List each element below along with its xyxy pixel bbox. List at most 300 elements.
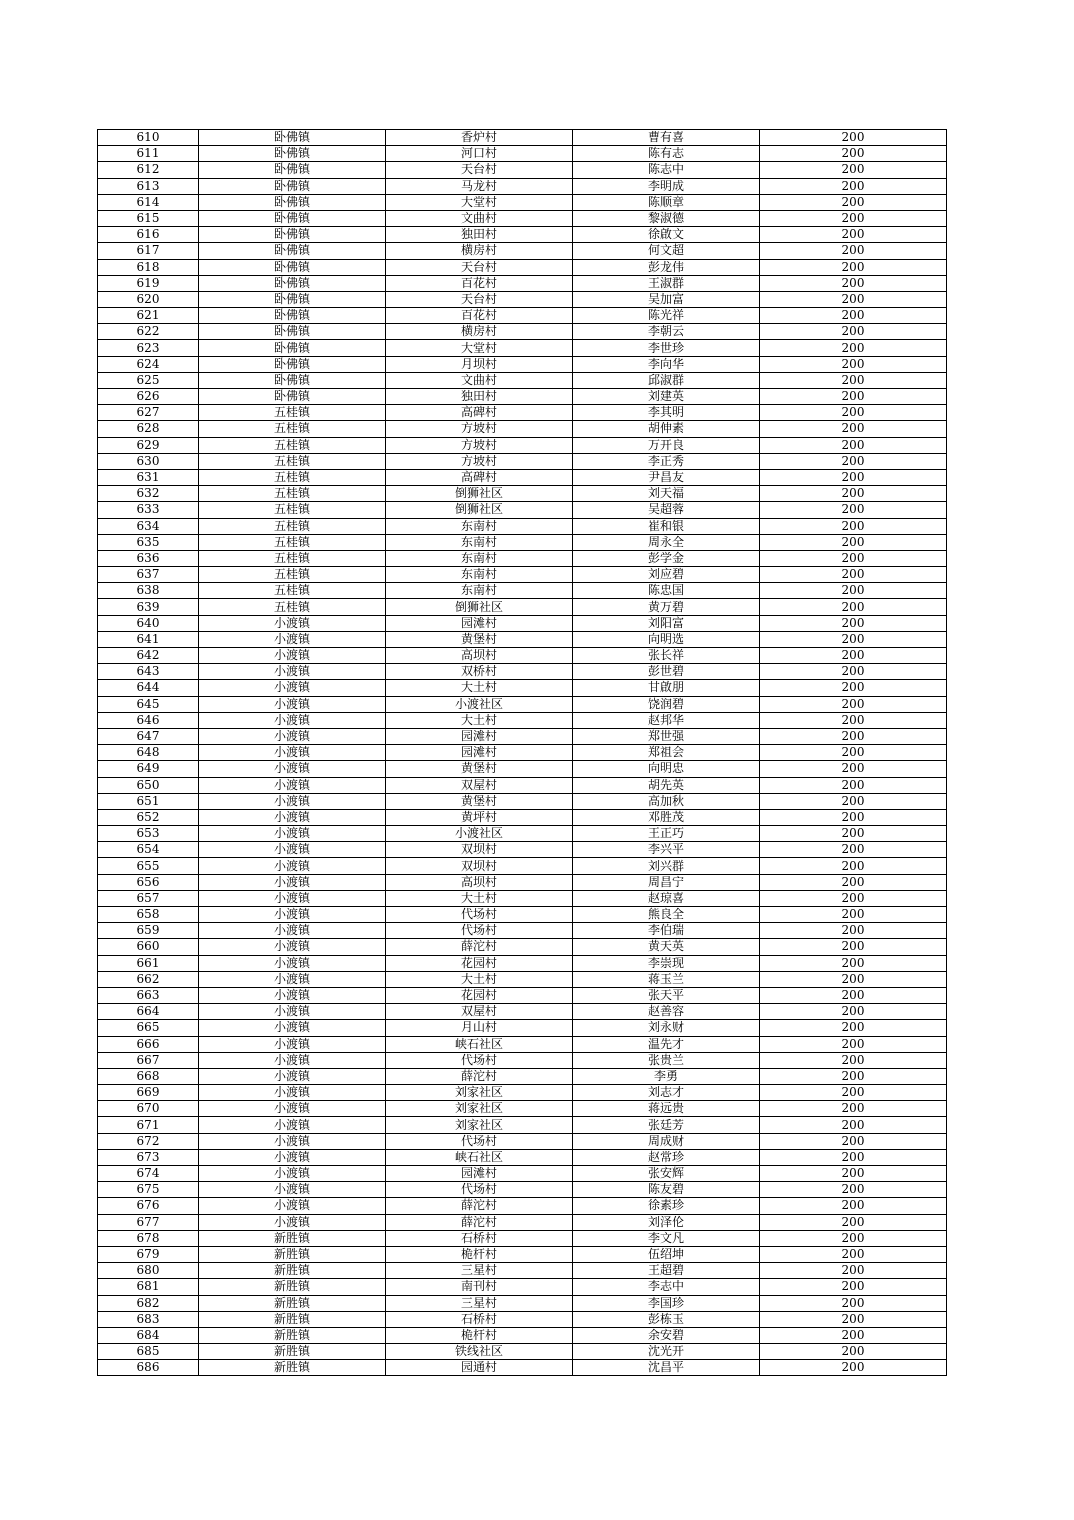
name-cell: 李朝云 — [573, 324, 760, 340]
village-cell: 刘家社区 — [386, 1117, 573, 1133]
village-cell: 小渡社区 — [386, 696, 573, 712]
town-cell: 卧佛镇 — [199, 178, 386, 194]
town-cell: 小渡镇 — [199, 777, 386, 793]
row-number-cell: 665 — [98, 1020, 199, 1036]
amount-cell: 200 — [760, 1068, 947, 1084]
table-row — [98, 178, 947, 194]
amount-cell: 200 — [760, 1182, 947, 1198]
name-cell: 熊良全 — [573, 907, 760, 923]
village-cell: 大土村 — [386, 971, 573, 987]
town-cell: 新胜镇 — [199, 1279, 386, 1295]
amount-cell: 200 — [760, 291, 947, 307]
village-cell: 峡石社区 — [386, 1036, 573, 1052]
village-cell: 方坡村 — [386, 453, 573, 469]
town-cell: 五桂镇 — [199, 469, 386, 485]
village-cell: 代场村 — [386, 1133, 573, 1149]
town-cell: 卧佛镇 — [199, 130, 386, 146]
table-row — [98, 356, 947, 372]
amount-cell: 200 — [760, 518, 947, 534]
amount-cell: 200 — [760, 1263, 947, 1279]
town-cell: 小渡镇 — [199, 907, 386, 923]
name-cell: 吴超蓉 — [573, 502, 760, 518]
town-cell: 小渡镇 — [199, 1085, 386, 1101]
amount-cell: 200 — [760, 130, 947, 146]
table-row — [98, 1279, 947, 1295]
name-cell: 张天平 — [573, 987, 760, 1003]
town-cell: 新胜镇 — [199, 1327, 386, 1343]
table-row — [98, 1036, 947, 1052]
village-cell: 百花村 — [386, 308, 573, 324]
table-row — [98, 745, 947, 761]
table-row — [98, 1182, 947, 1198]
village-cell: 横房村 — [386, 243, 573, 259]
town-cell: 小渡镇 — [199, 1052, 386, 1068]
town-cell: 小渡镇 — [199, 648, 386, 664]
amount-cell: 200 — [760, 1085, 947, 1101]
amount-cell: 200 — [760, 745, 947, 761]
table-row — [98, 421, 947, 437]
table-row — [98, 194, 947, 210]
village-cell: 大土村 — [386, 680, 573, 696]
name-cell: 李正秀 — [573, 453, 760, 469]
village-cell: 倒狮社区 — [386, 486, 573, 502]
table-row — [98, 130, 947, 146]
name-cell: 崔和银 — [573, 518, 760, 534]
row-number-cell: 674 — [98, 1166, 199, 1182]
village-cell: 方坡村 — [386, 421, 573, 437]
amount-cell: 200 — [760, 1004, 947, 1020]
village-cell: 薛沱村 — [386, 1214, 573, 1230]
row-number-cell: 672 — [98, 1133, 199, 1149]
town-cell: 卧佛镇 — [199, 243, 386, 259]
row-number-cell: 644 — [98, 680, 199, 696]
town-cell: 新胜镇 — [199, 1263, 386, 1279]
name-cell: 郑世强 — [573, 728, 760, 744]
town-cell: 卧佛镇 — [199, 372, 386, 388]
town-cell: 五桂镇 — [199, 534, 386, 550]
village-cell: 双屋村 — [386, 1004, 573, 1020]
village-cell: 天台村 — [386, 162, 573, 178]
table-row — [98, 712, 947, 728]
table-row — [98, 777, 947, 793]
name-cell: 沈昌平 — [573, 1360, 760, 1376]
table-row — [98, 1198, 947, 1214]
row-number-cell: 654 — [98, 842, 199, 858]
amount-cell: 200 — [760, 1214, 947, 1230]
table-row — [98, 826, 947, 842]
name-cell: 饶润碧 — [573, 696, 760, 712]
name-cell: 张长祥 — [573, 648, 760, 664]
table-row — [98, 599, 947, 615]
village-cell: 黄堡村 — [386, 793, 573, 809]
town-cell: 五桂镇 — [199, 567, 386, 583]
town-cell: 五桂镇 — [199, 502, 386, 518]
village-cell: 刘家社区 — [386, 1085, 573, 1101]
name-cell: 赵琼喜 — [573, 890, 760, 906]
table-row — [98, 1020, 947, 1036]
table-row — [98, 728, 947, 744]
town-cell: 小渡镇 — [199, 874, 386, 890]
table-row — [98, 1117, 947, 1133]
amount-cell: 200 — [760, 826, 947, 842]
table-row — [98, 243, 947, 259]
name-cell: 李文凡 — [573, 1230, 760, 1246]
name-cell: 邱淑群 — [573, 372, 760, 388]
row-number-cell: 676 — [98, 1198, 199, 1214]
town-cell: 小渡镇 — [199, 728, 386, 744]
amount-cell: 200 — [760, 696, 947, 712]
amount-cell: 200 — [760, 308, 947, 324]
town-cell: 小渡镇 — [199, 1004, 386, 1020]
row-number-cell: 663 — [98, 987, 199, 1003]
row-number-cell: 658 — [98, 907, 199, 923]
row-number-cell: 615 — [98, 210, 199, 226]
amount-cell: 200 — [760, 437, 947, 453]
town-cell: 卧佛镇 — [199, 389, 386, 405]
town-cell: 卧佛镇 — [199, 356, 386, 372]
name-cell: 李兴平 — [573, 842, 760, 858]
name-cell: 赵邦华 — [573, 712, 760, 728]
village-cell: 铁线社区 — [386, 1344, 573, 1360]
village-cell: 天台村 — [386, 291, 573, 307]
village-cell: 双坝村 — [386, 842, 573, 858]
table-row — [98, 291, 947, 307]
amount-cell: 200 — [760, 858, 947, 874]
name-cell: 温先才 — [573, 1036, 760, 1052]
town-cell: 卧佛镇 — [199, 162, 386, 178]
row-number-cell: 681 — [98, 1279, 199, 1295]
town-cell: 新胜镇 — [199, 1295, 386, 1311]
town-cell: 小渡镇 — [199, 939, 386, 955]
table-row — [98, 955, 947, 971]
name-cell: 刘泽伦 — [573, 1214, 760, 1230]
name-cell: 徐啟文 — [573, 227, 760, 243]
table-row — [98, 469, 947, 485]
row-number-cell: 669 — [98, 1085, 199, 1101]
name-cell: 李向华 — [573, 356, 760, 372]
table-row — [98, 1166, 947, 1182]
town-cell: 五桂镇 — [199, 453, 386, 469]
table-row — [98, 1246, 947, 1262]
table-row — [98, 615, 947, 631]
row-number-cell: 670 — [98, 1101, 199, 1117]
village-cell: 园滩村 — [386, 745, 573, 761]
town-cell: 五桂镇 — [199, 518, 386, 534]
village-cell: 薛沱村 — [386, 1198, 573, 1214]
name-cell: 张廷芳 — [573, 1117, 760, 1133]
name-cell: 吴加富 — [573, 291, 760, 307]
village-cell: 东南村 — [386, 567, 573, 583]
name-cell: 李勇 — [573, 1068, 760, 1084]
village-cell: 倒狮社区 — [386, 502, 573, 518]
name-cell: 徐素珍 — [573, 1198, 760, 1214]
name-cell: 王超碧 — [573, 1263, 760, 1279]
town-cell: 卧佛镇 — [199, 340, 386, 356]
village-cell: 代场村 — [386, 907, 573, 923]
town-cell: 小渡镇 — [199, 987, 386, 1003]
row-number-cell: 667 — [98, 1052, 199, 1068]
name-cell: 陈光祥 — [573, 308, 760, 324]
amount-cell: 200 — [760, 1327, 947, 1343]
row-number-cell: 627 — [98, 405, 199, 421]
town-cell: 卧佛镇 — [199, 146, 386, 162]
amount-cell: 200 — [760, 372, 947, 388]
amount-cell: 200 — [760, 1279, 947, 1295]
amount-cell: 200 — [760, 1344, 947, 1360]
row-number-cell: 684 — [98, 1327, 199, 1343]
amount-cell: 200 — [760, 453, 947, 469]
row-number-cell: 657 — [98, 890, 199, 906]
amount-cell: 200 — [760, 1036, 947, 1052]
row-number-cell: 653 — [98, 826, 199, 842]
village-cell: 园滩村 — [386, 728, 573, 744]
table-row — [98, 648, 947, 664]
village-cell: 高坝村 — [386, 648, 573, 664]
amount-cell: 200 — [760, 210, 947, 226]
town-cell: 小渡镇 — [199, 1214, 386, 1230]
village-cell: 方坡村 — [386, 437, 573, 453]
table-row — [98, 1101, 947, 1117]
amount-cell: 200 — [760, 615, 947, 631]
row-number-cell: 626 — [98, 389, 199, 405]
row-number-cell: 647 — [98, 728, 199, 744]
town-cell: 五桂镇 — [199, 583, 386, 599]
table-row — [98, 210, 947, 226]
amount-cell: 200 — [760, 469, 947, 485]
town-cell: 小渡镇 — [199, 842, 386, 858]
amount-cell: 200 — [760, 728, 947, 744]
town-cell: 五桂镇 — [199, 486, 386, 502]
village-cell: 三星村 — [386, 1295, 573, 1311]
row-number-cell: 660 — [98, 939, 199, 955]
table-row — [98, 453, 947, 469]
amount-cell: 200 — [760, 1149, 947, 1165]
name-cell: 余安碧 — [573, 1327, 760, 1343]
table-row — [98, 664, 947, 680]
town-cell: 五桂镇 — [199, 437, 386, 453]
amount-cell: 200 — [760, 971, 947, 987]
village-cell: 石桥村 — [386, 1230, 573, 1246]
table-row — [98, 1052, 947, 1068]
name-cell: 彭学金 — [573, 550, 760, 566]
row-number-cell: 611 — [98, 146, 199, 162]
amount-cell: 200 — [760, 1230, 947, 1246]
amount-cell: 200 — [760, 194, 947, 210]
row-number-cell: 613 — [98, 178, 199, 194]
village-cell: 高碑村 — [386, 405, 573, 421]
amount-cell: 200 — [760, 356, 947, 372]
table-row — [98, 971, 947, 987]
row-number-cell: 639 — [98, 599, 199, 615]
row-number-cell: 619 — [98, 275, 199, 291]
table-row — [98, 761, 947, 777]
amount-cell: 200 — [760, 243, 947, 259]
row-number-cell: 620 — [98, 291, 199, 307]
village-cell: 河口村 — [386, 146, 573, 162]
table-row — [98, 923, 947, 939]
table-body — [98, 130, 947, 1376]
village-cell: 百花村 — [386, 275, 573, 291]
row-number-cell: 671 — [98, 1117, 199, 1133]
town-cell: 五桂镇 — [199, 405, 386, 421]
town-cell: 小渡镇 — [199, 1149, 386, 1165]
amount-cell: 200 — [760, 842, 947, 858]
village-cell: 桅杆村 — [386, 1327, 573, 1343]
village-cell: 双坝村 — [386, 858, 573, 874]
name-cell: 彭栋玉 — [573, 1311, 760, 1327]
village-cell: 大堂村 — [386, 340, 573, 356]
row-number-cell: 652 — [98, 809, 199, 825]
name-cell: 蒋玉兰 — [573, 971, 760, 987]
name-cell: 刘阳富 — [573, 615, 760, 631]
row-number-cell: 622 — [98, 324, 199, 340]
town-cell: 小渡镇 — [199, 858, 386, 874]
village-cell: 桅杆村 — [386, 1246, 573, 1262]
amount-cell: 200 — [760, 631, 947, 647]
town-cell: 小渡镇 — [199, 1117, 386, 1133]
name-cell: 胡先英 — [573, 777, 760, 793]
row-number-cell: 645 — [98, 696, 199, 712]
village-cell: 薛沱村 — [386, 1068, 573, 1084]
table-row — [98, 405, 947, 421]
village-cell: 峡石社区 — [386, 1149, 573, 1165]
village-cell: 高坝村 — [386, 874, 573, 890]
amount-cell: 200 — [760, 502, 947, 518]
table-row — [98, 907, 947, 923]
village-cell: 石桥村 — [386, 1311, 573, 1327]
table-row — [98, 1311, 947, 1327]
name-cell: 周昌宁 — [573, 874, 760, 890]
table-row — [98, 275, 947, 291]
amount-cell: 200 — [760, 259, 947, 275]
row-number-cell: 655 — [98, 858, 199, 874]
name-cell: 黄天英 — [573, 939, 760, 955]
village-cell: 园滩村 — [386, 615, 573, 631]
row-number-cell: 635 — [98, 534, 199, 550]
village-cell: 文曲村 — [386, 372, 573, 388]
row-number-cell: 623 — [98, 340, 199, 356]
table-row — [98, 518, 947, 534]
village-cell: 大土村 — [386, 712, 573, 728]
name-cell: 张贵兰 — [573, 1052, 760, 1068]
town-cell: 小渡镇 — [199, 1101, 386, 1117]
amount-cell: 200 — [760, 162, 947, 178]
table-row — [98, 502, 947, 518]
row-number-cell: 614 — [98, 194, 199, 210]
village-cell: 南刊村 — [386, 1279, 573, 1295]
amount-cell: 200 — [760, 793, 947, 809]
amount-cell: 200 — [760, 486, 947, 502]
name-cell: 李志中 — [573, 1279, 760, 1295]
amount-cell: 200 — [760, 178, 947, 194]
row-number-cell: 685 — [98, 1344, 199, 1360]
row-number-cell: 618 — [98, 259, 199, 275]
village-cell: 黄堡村 — [386, 631, 573, 647]
table-row — [98, 567, 947, 583]
table-row — [98, 858, 947, 874]
row-number-cell: 624 — [98, 356, 199, 372]
table-row — [98, 1230, 947, 1246]
row-number-cell: 668 — [98, 1068, 199, 1084]
village-cell: 园通村 — [386, 1360, 573, 1376]
name-cell: 刘志才 — [573, 1085, 760, 1101]
table-row — [98, 842, 947, 858]
table-row — [98, 987, 947, 1003]
table-row — [98, 1344, 947, 1360]
town-cell: 小渡镇 — [199, 793, 386, 809]
amount-cell: 200 — [760, 340, 947, 356]
village-cell: 双屋村 — [386, 777, 573, 793]
name-cell: 刘兴群 — [573, 858, 760, 874]
town-cell: 小渡镇 — [199, 631, 386, 647]
amount-cell: 200 — [760, 567, 947, 583]
name-cell: 胡伸素 — [573, 421, 760, 437]
row-number-cell: 656 — [98, 874, 199, 890]
town-cell: 小渡镇 — [199, 680, 386, 696]
name-cell: 郑祖会 — [573, 745, 760, 761]
name-cell: 赵善容 — [573, 1004, 760, 1020]
town-cell: 卧佛镇 — [199, 324, 386, 340]
row-number-cell: 686 — [98, 1360, 199, 1376]
table-row — [98, 1295, 947, 1311]
village-cell: 高碑村 — [386, 469, 573, 485]
table-row — [98, 1360, 947, 1376]
village-cell: 双桥村 — [386, 664, 573, 680]
amount-cell: 200 — [760, 955, 947, 971]
amount-cell: 200 — [760, 809, 947, 825]
name-cell: 陈志中 — [573, 162, 760, 178]
table-row — [98, 874, 947, 890]
amount-cell: 200 — [760, 405, 947, 421]
name-cell: 李国珍 — [573, 1295, 760, 1311]
name-cell: 刘建英 — [573, 389, 760, 405]
table-row — [98, 583, 947, 599]
table-row — [98, 259, 947, 275]
amount-cell: 200 — [760, 1295, 947, 1311]
row-number-cell: 625 — [98, 372, 199, 388]
row-number-cell: 650 — [98, 777, 199, 793]
town-cell: 新胜镇 — [199, 1311, 386, 1327]
amount-cell: 200 — [760, 1101, 947, 1117]
amount-cell: 200 — [760, 275, 947, 291]
village-cell: 黄坪村 — [386, 809, 573, 825]
table-row — [98, 631, 947, 647]
village-cell: 东南村 — [386, 534, 573, 550]
amount-cell: 200 — [760, 1166, 947, 1182]
town-cell: 新胜镇 — [199, 1230, 386, 1246]
name-cell: 李崇现 — [573, 955, 760, 971]
town-cell: 小渡镇 — [199, 1036, 386, 1052]
amount-cell: 200 — [760, 712, 947, 728]
village-cell: 三星村 — [386, 1263, 573, 1279]
town-cell: 小渡镇 — [199, 1068, 386, 1084]
amount-cell: 200 — [760, 1198, 947, 1214]
town-cell: 五桂镇 — [199, 421, 386, 437]
name-cell: 甘啟朋 — [573, 680, 760, 696]
amount-cell: 200 — [760, 324, 947, 340]
table-row — [98, 324, 947, 340]
row-number-cell: 661 — [98, 955, 199, 971]
name-cell: 赵常珍 — [573, 1149, 760, 1165]
village-cell: 大土村 — [386, 890, 573, 906]
town-cell: 小渡镇 — [199, 696, 386, 712]
row-number-cell: 610 — [98, 130, 199, 146]
town-cell: 小渡镇 — [199, 890, 386, 906]
town-cell: 小渡镇 — [199, 1182, 386, 1198]
town-cell: 小渡镇 — [199, 971, 386, 987]
table-row — [98, 146, 947, 162]
table-row — [98, 793, 947, 809]
